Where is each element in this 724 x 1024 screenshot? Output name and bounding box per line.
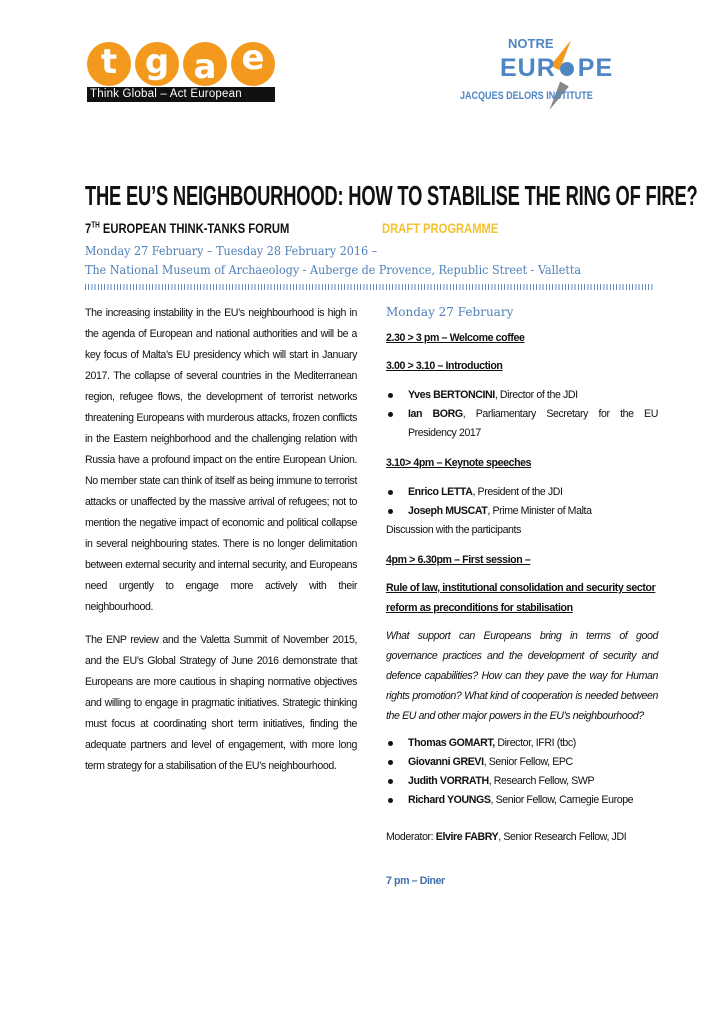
forum-label <box>85 220 289 237</box>
logo-text: EUR <box>500 54 556 82</box>
moderator-label: Moderator: <box>386 831 436 843</box>
speaker-item <box>386 483 658 502</box>
speaker-item <box>386 791 658 810</box>
speaker-name: Giovanni GREVI <box>408 756 484 768</box>
speaker-role: , Parliamentary Secretary for the EU Presidency 2017 <box>408 408 658 439</box>
session-heading: 3.10> 4pm – Keynote speeches <box>386 457 532 469</box>
intro-column <box>85 303 357 777</box>
logo-line: NOTRE <box>508 36 554 51</box>
speaker-role: , President of the JDI <box>472 486 563 498</box>
speaker-list <box>386 483 658 521</box>
tgae-logo <box>85 42 277 102</box>
speaker-item <box>386 772 658 791</box>
speaker-name: Richard YOUNGS <box>408 794 491 806</box>
moderator-name: Elvire FABRY <box>435 831 499 843</box>
decorative-divider <box>85 284 653 290</box>
logo-line: JACQUES DELORS INSTITUTE <box>460 90 593 102</box>
dot-icon <box>560 62 574 76</box>
speaker-name: Judith VORRATH <box>408 775 489 787</box>
speaker-role: , Prime Minister of Malta <box>487 505 592 517</box>
logo-letter: e <box>231 42 275 86</box>
intro-paragraph: The increasing instability in the EU’s neighbourhood is high in the agenda of European and national authorities and will be a key focus of Malta’s EU presidency which will start in January 2017. The collapse of several countries in the Mediterranean region, refugee flows, the development of terrorist networks threatening Europeans with murderous attacks, frozen conflicts in the Eastern neighborhood and the challenging relation with Russia have a profound impact on the entire European Union. No member state can think of itself as being immune to terrorist attacks or unaffected by the massive arrival of refugees; not to mention the negative impact of economic and political collapse in several neighbouring states. There is no longer delimitation between external security and internal security, and Europeans need urgently to engage more actively with their neighbourhood. <box>85 307 357 613</box>
speaker-list <box>386 386 658 443</box>
session-heading: 4pm > 6.30pm – First session – <box>386 554 531 566</box>
programme <box>386 302 658 891</box>
logo-text: PE <box>577 54 614 82</box>
page-title: THE EU’S NEIGHBOURHOOD: HOW TO STABILISE THE RING OF FIRE? <box>85 180 698 211</box>
forum-number: 7 <box>85 220 92 236</box>
session-title: Rule of law, institutional consolidation and security sector reform as preconditions for stabilisation <box>386 582 656 614</box>
session-question: What support can Europeans bring in terms of good governance practices and the development of security and defence capabilities? How can they pave the way for Human rights promotion? What kind of cooperation is needed between the EU and other major powers in the EU’s neighbourhood? <box>386 630 658 722</box>
speaker-name: Ian BORG <box>408 408 463 420</box>
speaker-item <box>386 734 658 753</box>
event-dates: Monday 27 February – Tuesday 28 February 2016 – <box>85 244 378 258</box>
intro-paragraph: The ENP review and the Valetta Summit of November 2015, and the EU’s Global Strategy of June 2016 demonstrate that Europeans are more cautious in shaping normative objectives and willing to engage in pragmatic initiatives. Strategic thinking must focus at coordinating short term initiatives, finding the adequate partners and level of engagement, with more long term strategy for a stabilisation of the EU’s neighbourhood. <box>85 634 357 772</box>
moderator-role: , Senior Research Fellow, JDI <box>498 831 627 843</box>
speaker-name: Joseph MUSCAT <box>408 505 488 517</box>
speaker-role: , Director of the JDI <box>494 389 578 401</box>
forum-sup: TH <box>91 220 100 230</box>
logo-letter: a <box>183 42 227 86</box>
session-note: Discussion with the participants <box>386 524 521 536</box>
speaker-item <box>386 386 658 405</box>
notre-europe-logo <box>460 36 660 114</box>
day-heading: Monday 27 February <box>386 305 514 319</box>
session-heading: 3.00 > 3.10 – Introduction <box>386 360 503 372</box>
speaker-item <box>386 502 658 521</box>
speaker-role: , Senior Fellow, EPC <box>483 756 573 768</box>
diner-heading: 7 pm – Diner <box>386 875 445 887</box>
speaker-item <box>386 753 658 772</box>
speaker-role: , Senior Fellow, Carnegie Europe <box>490 794 634 806</box>
speaker-item <box>386 405 658 443</box>
speaker-role: , Research Fellow, SWP <box>488 775 595 787</box>
forum-name: EUROPEAN THINK-TANKS FORUM <box>99 220 290 236</box>
session-heading: 2.30 > 3 pm – Welcome coffee <box>386 332 525 344</box>
speaker-name: Yves BERTONCINI <box>408 389 495 401</box>
draft-label: DRAFT PROGRAMME <box>382 220 499 236</box>
speaker-name: Thomas GOMART, <box>408 737 495 749</box>
speaker-name: Enrico LETTA <box>408 486 473 498</box>
event-venue: The National Museum of Archaeology - Auberge de Provence, Republic Street - Valletta <box>85 263 582 277</box>
speaker-role: Director, IFRI (tbc) <box>494 737 576 749</box>
moderator <box>386 828 658 847</box>
logo-letter: t <box>87 42 131 86</box>
logo-letter: g <box>135 42 179 86</box>
logo-tagline: Think Global – Act European <box>87 87 275 102</box>
speaker-list <box>386 734 658 810</box>
logo-line <box>500 54 613 83</box>
